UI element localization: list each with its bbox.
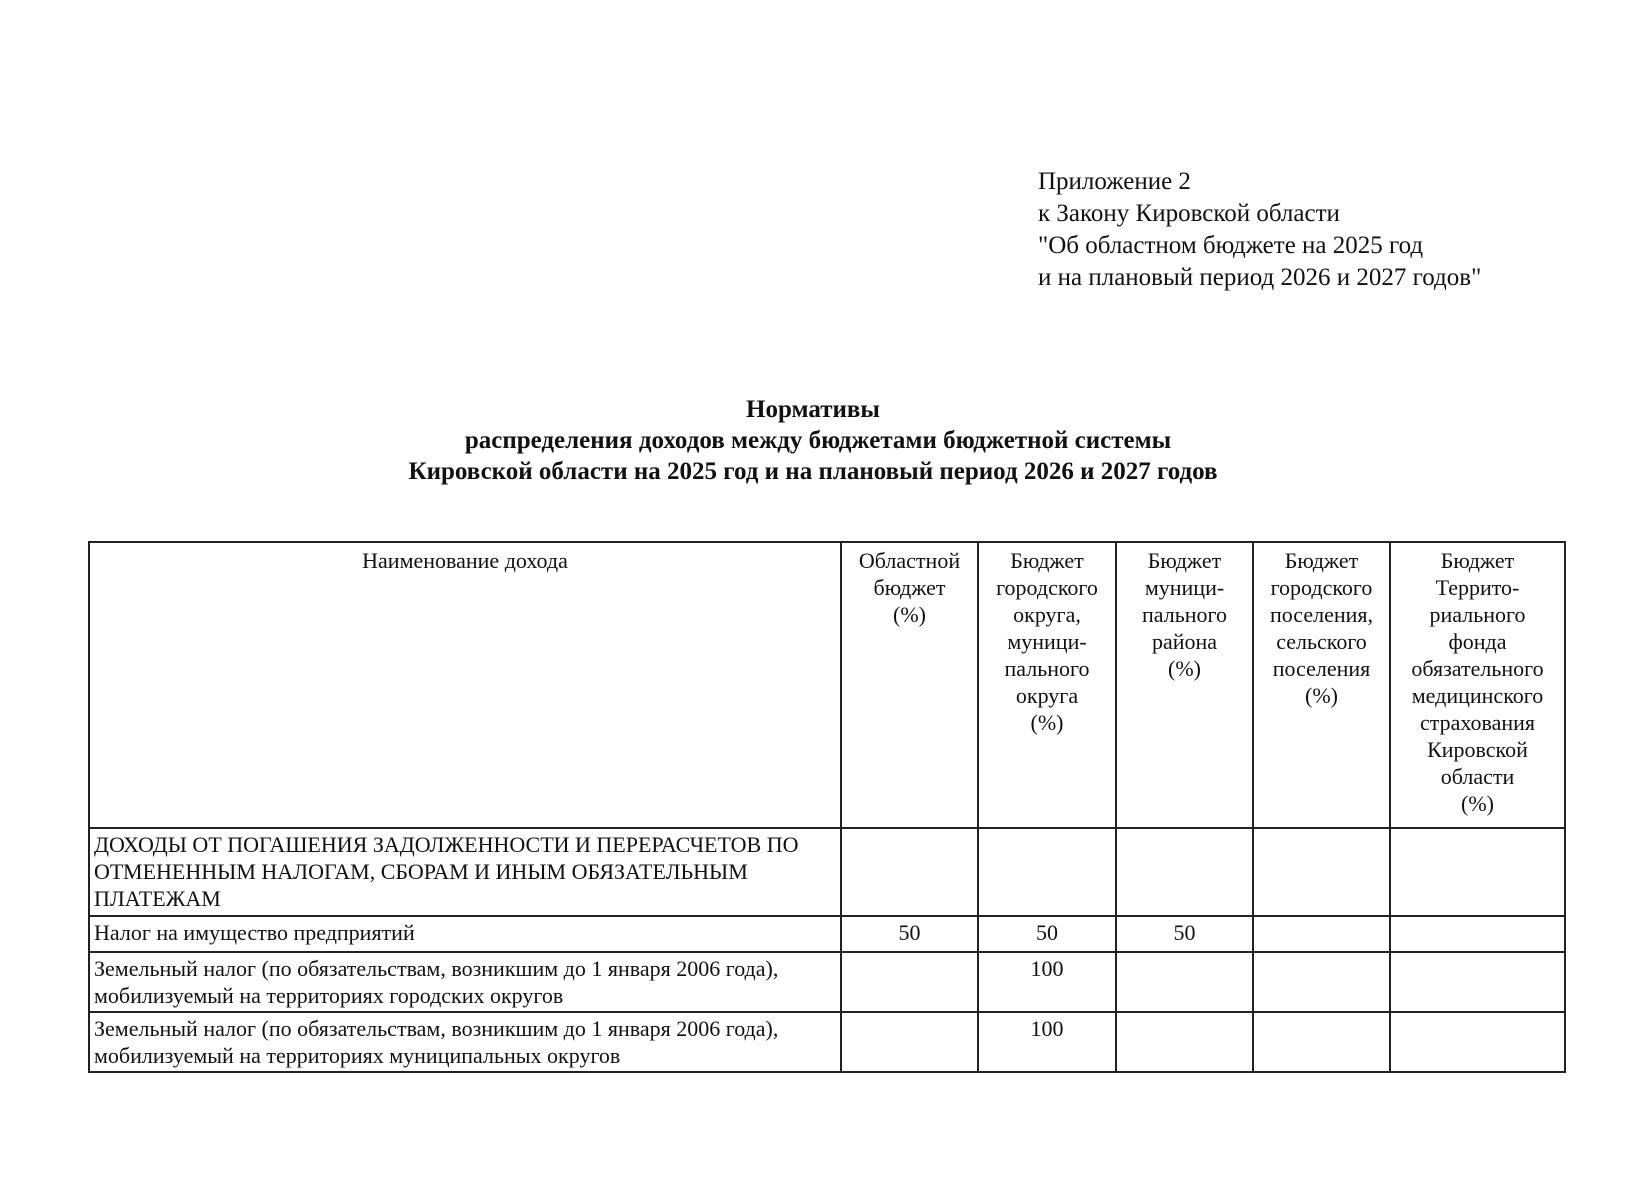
row-city-district-value: 100 [978, 1012, 1116, 1072]
appendix-line-1: Приложение 2 [1038, 168, 1191, 195]
header-settlement-budget: Бюджет городского поселения, сельского поселения (%) [1253, 542, 1390, 828]
row-settlement-value [1253, 1012, 1390, 1072]
row-income-name: Земельный налог (по обязательствам, возникшим до 1 января 2006 года), мобилизуемый на территориях городских округов [89, 952, 841, 1012]
table-row [89, 952, 1565, 1012]
header-regional-budget: Областной бюджет (%) [841, 542, 978, 828]
row-city-district-value: 50 [978, 916, 1116, 952]
row-regional-value [841, 828, 978, 916]
row-income-name: Земельный налог (по обязательствам, возникшим до 1 января 2006 года), мобилизуемый на территориях муниципальных округов [89, 1012, 841, 1072]
row-municipal-district-value [1116, 1012, 1253, 1072]
appendix-line-3: "Об областном бюджете на 2025 год [1038, 232, 1424, 259]
row-settlement-value [1253, 828, 1390, 916]
header-city-district-budget: Бюджет городского округа, муници- пального округа (%) [978, 542, 1116, 828]
row-regional-value [841, 952, 978, 1012]
title-line-3: Кировской области на 2025 год и на плановый период 2026 и 2027 годов [408, 458, 1218, 485]
row-municipal-district-value: 50 [1116, 916, 1253, 952]
row-regional-value [841, 1012, 978, 1072]
header-income-name: Наименование дохода [89, 542, 841, 828]
row-settlement-value [1253, 952, 1390, 1012]
header-oms-fund-budget: Бюджет Террито- риального фонда обязательного медицинского страхования Кировской области (%) [1390, 542, 1565, 828]
row-settlement-value [1253, 916, 1390, 952]
appendix-line-2: к Закону Кировской области [1038, 200, 1340, 227]
header-municipal-district-budget: Бюджет муници- пального района (%) [1116, 542, 1253, 828]
row-city-district-value [978, 828, 1116, 916]
row-income-name: ДОХОДЫ ОТ ПОГАШЕНИЯ ЗАДОЛЖЕННОСТИ И ПЕРЕРАСЧЕТОВ ПО ОТМЕНЕННЫМ НАЛОГАМ, СБОРАМ И ИНЫМ ОБЯЗАТЕЛЬНЫМ ПЛАТЕЖАМ [89, 828, 841, 916]
row-city-district-value: 100 [978, 952, 1116, 1012]
table-header-row [89, 542, 1565, 828]
title-line-1: Нормативы [746, 396, 880, 423]
row-oms-fund-value [1390, 952, 1565, 1012]
row-oms-fund-value [1390, 916, 1565, 952]
appendix-header [1038, 166, 1481, 294]
table-row [89, 916, 1565, 952]
row-municipal-district-value [1116, 952, 1253, 1012]
row-oms-fund-value [1390, 1012, 1565, 1072]
row-regional-value: 50 [841, 916, 978, 952]
table-row [89, 828, 1565, 916]
row-income-name: Налог на имущество предприятий [89, 916, 841, 952]
row-municipal-district-value [1116, 828, 1253, 916]
revenue-distribution-table [88, 541, 1566, 1073]
appendix-line-4: и на плановый период 2026 и 2027 годов" [1038, 264, 1482, 291]
document-title [0, 394, 1626, 487]
row-oms-fund-value [1390, 828, 1565, 916]
title-line-2: распределения доходов между бюджетами бюджетной системы [464, 427, 1172, 454]
table-row [89, 1012, 1565, 1072]
